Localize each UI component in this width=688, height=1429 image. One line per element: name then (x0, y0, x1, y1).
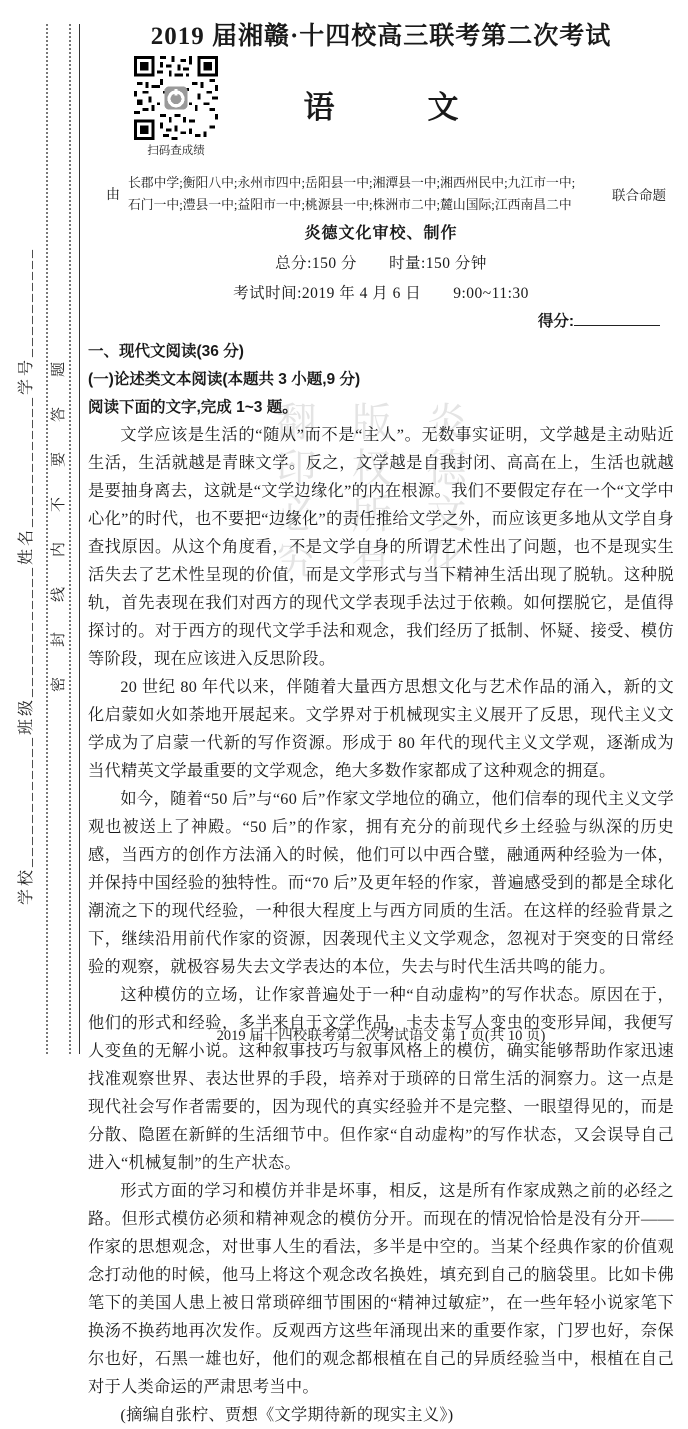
reading-passage (88, 421, 674, 1429)
subsection-heading: (一)论述类文本阅读(本题共 3 小题,9 分) (88, 371, 361, 388)
watermark-text: 翻印必究 (271, 401, 315, 585)
seal-student-fields: 学校____________班级____________姓名____________学号__________ (18, 247, 35, 906)
body-paragraph: 这种模仿的立场，让作家普遍处于一种“自动虚构”的写作状态。原因在于，他们的形式和经验，多半来自于文学作品，卡夫卡写人变虫的变形异闻，我便写人变鱼的无解小说。这种叙事技巧与叙事风格上的模仿，确实能够帮助作家迅速找准观察世界、表达世界的手段，培养对于琐碎的日常生活的洞察力。这一点是现代社会写作者需要的，因为现代的真实经验并不是完整、一眼望得见的，而是分散、隐匿在新鲜的生活细节中。但作家“自动虚构”的写作状态，又会误导自己进入“机械复制”的生产状态。 (88, 986, 674, 1172)
school-list-line2: 石门一中;澧县一中;益阳市一中;桃源县一中;株洲市二中;麓山国际;江西南昌二中 (128, 198, 572, 212)
attribution: (摘编自张柠、贾想《文学期待新的现实主义》) (120, 1406, 454, 1424)
page-footer: 2019 届十四校联考第二次考试语文 第 1 页(共 10 页) (216, 1028, 546, 1044)
instruction-line: 阅读下面的文字,完成 1~3 题。 (88, 399, 298, 416)
exam-page (88, 16, 674, 1429)
seal-dotted-line (69, 24, 71, 1054)
watermark-text: 炎德文化 (421, 401, 465, 585)
watermark-text: 版权所有 (346, 401, 390, 585)
body-paragraph: 如今，随着“50 后”与“60 后”作家文学地位的确立，他们信奉的现代主义文学观也被送上了神殿。“50 后”的作家，拥有充分的前现代乡土经验与纵深的历史感，当西方的创作方法涌入的时候，他们可以中西合璧，融通两种经验为一体，并保持中国经验的独特性。而“70 后”及更年轻的作家，普遍感受到的都是全球化潮流之下的现代经验，一种很大程度上与西方同质的生活。在这样的经验背景之下，继续沿用前代作家的资源，因袭现代主义文学观念，忽视对于突变的日常经验的观察，就极容易失去文学表达的本位，失去与时代生活共鸣的能力。 (88, 790, 674, 976)
score-label: 得分: (537, 313, 574, 330)
body-paragraph: 形式方面的学习和模仿并非是坏事，相反，这是所有作家成熟之前的必经之路。但形式模仿必须和精神观念的模仿分开。而现在的情况恰恰是没有分开——作家的思想观念，对世事人生的看法，多半是中空的。当某个经典作家的价值观念打动他的时候，他马上将这个观念改名换姓，填充到自己的脑袋里。比如卡佛笔下的美国人患上被日常琐碎细节围困的“精神过敏症”，在一些年轻小说家笔下换汤不换药地再次发作。反观西方这些年涌现出来的重要作家，门罗也好，奈保尔也好，石黑一雄也好，他们的观念都根植在自己的异质经验当中，根植在自己对于人类命运的严肃思考当中。 (88, 1182, 674, 1396)
school-list-line1: 长郡中学;衡阳八中;永州市四中;岳阳县一中;湘潭县一中;湘西州民中;九江市一中; (128, 176, 576, 190)
committee-prefix: 由 (106, 188, 120, 203)
body-paragraph: 20 世纪 80 年代以来，伴随着大量西方思想文化与艺术作品的涌入，新的文化启蒙如火如荼地开展起来。文学界对于机械现实主义展开了反思，现代主义文学成为了启蒙一代新的写作资源。形成于 80 年代的现代主义文学观，逐渐成为当代精英文学最重要的文学观念，绝大多数作家都成了这种观念的拥趸。 (88, 678, 674, 780)
producer-line: 炎德文化审校、制作 (304, 225, 458, 242)
score-blank (574, 311, 660, 326)
committee-suffix: 联合命题 (612, 188, 666, 203)
qr-caption: 扫码查成绩 (147, 145, 205, 157)
body-paragraph: 文学应该是生活的“随从”而不是“主人”。无数事实证明，文学越是主动贴近生活，生活就越是青睐文学。反之，文学越是自我封闭、高高在上，生活也就越是要抽身离去，这就是“文学边缘化”的内在根源。我们不要假定存在一个“文学中心化”的时代，也不要把“边缘化”的责任推给文学之外，而应该更多地从文学自身查找原因。从这个角度看，不是文学自身的所谓艺术性出了问题，也不是现实生活失去了艺术性呈现的价值，而是文学形式与当下精神生活出现了脱轨。这种脱轨，首先表现在我们对西方的现代文学表现手法过于依赖。如何摆脱它，是值得探讨的。对于西方的现代文学手法和观念，我们经历了抵制、怀疑、接受、模仿等阶段，现在应该进入反思阶段。 (88, 426, 674, 668)
section-heading: 一、现代文阅读(36 分) (88, 343, 244, 360)
school-list (128, 172, 604, 216)
header-block (88, 52, 674, 168)
score-time-line: 总分:150 分 时量:150 分钟 (275, 255, 487, 272)
seal-border-line (79, 24, 80, 1054)
page-title: 2019 届湘赣·十四校高三联考第二次考试 (150, 23, 612, 50)
committee-line (106, 172, 666, 216)
seal-warning-text: 密封线内不要答题 (51, 332, 67, 693)
subject-title: 语 文 (303, 90, 459, 125)
score-row (88, 309, 674, 331)
exam-time-line: 考试时间:2019 年 4 月 6 日 9:00~11:30 (233, 285, 529, 302)
